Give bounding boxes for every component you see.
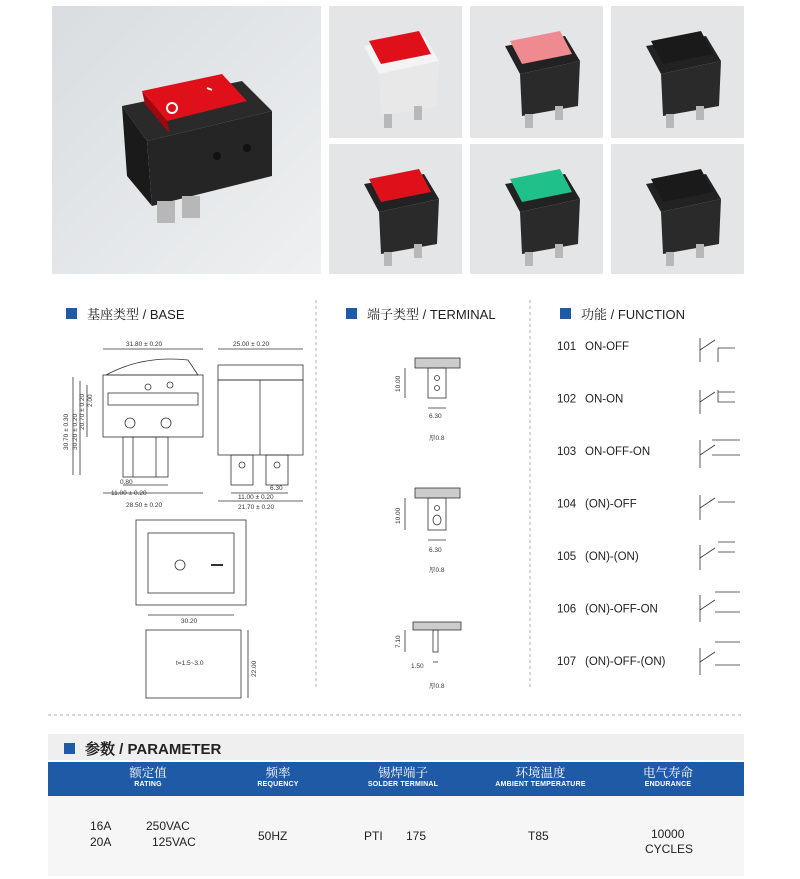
function-code: 102	[557, 393, 577, 406]
parameter-table-header	[48, 762, 744, 796]
function-list	[540, 330, 750, 690]
thickness-label: t=1.5~3.0	[176, 660, 204, 667]
base-technical-drawing	[48, 325, 313, 700]
terminal-1-thickness: 厚0.8	[429, 435, 445, 442]
function-label: (ON)-OFF-ON	[585, 603, 658, 616]
terminal-1-width: 6.30	[429, 413, 442, 420]
header-solder	[343, 766, 463, 789]
rating-amp-2: 20A	[90, 835, 112, 849]
square-bullet-icon	[64, 743, 75, 754]
rating-amp-1: 16A	[90, 819, 112, 833]
solder-value-a: PTI	[364, 829, 383, 843]
function-label: ON-OFF	[585, 341, 630, 353]
header-endurance-cn: 电气寿命	[642, 766, 693, 780]
header-frequency-cn: 频率	[265, 766, 291, 780]
header-temperature-cn: 环境温度	[515, 766, 566, 780]
dim-11-00-right: 11.00 ± 0.20	[238, 494, 274, 501]
function-code: 103	[557, 446, 577, 458]
function-code: 105	[557, 551, 577, 563]
dim-20-70: 20.70 ± 0.20	[79, 393, 86, 430]
dim-31-80: 31.80 ± 0.20	[126, 341, 163, 348]
terminal-1-height: 10.00	[395, 375, 402, 392]
header-endurance	[618, 766, 718, 789]
terminal-3-width: 1.50	[411, 663, 424, 670]
endurance-value-a: 10000	[651, 827, 685, 841]
function-title-text: 功能 / FUNCTION	[581, 307, 685, 322]
function-label: (ON)-(ON)	[585, 551, 639, 563]
dim-6-30: 6.30	[270, 485, 283, 492]
terminal-title-text: 端子类型 / TERMINAL	[367, 307, 496, 322]
function-code: 107	[557, 656, 577, 668]
dim-0-80: 0.80	[120, 479, 133, 486]
terminal-2-thickness: 厚0.8	[429, 567, 445, 574]
header-temperature	[478, 766, 603, 789]
header-solder-en: SOLDER TERMINAL	[367, 781, 439, 788]
header-frequency-en: REQUENCY	[257, 781, 299, 788]
switch-symbols	[700, 338, 740, 675]
function-label: (ON)-OFF-(ON)	[585, 656, 666, 668]
header-endurance-en: ENDURANCE	[644, 781, 692, 788]
terminal-2-width: 6.30	[429, 547, 442, 554]
base-title-text: 基座类型 / BASE	[87, 307, 185, 322]
dim-2-00: 2.00	[87, 394, 94, 407]
function-code: 101	[557, 341, 577, 353]
dim-28-50: 28.50 ± 0.20	[126, 502, 163, 509]
dim-22-00: 22.00	[251, 660, 258, 677]
dim-21-70: 21.70 ± 0.20	[238, 504, 275, 511]
terminal-2-height: 10.00	[395, 507, 402, 524]
terminal-3-height: 7.10	[395, 635, 402, 648]
solder-value-b: 175	[406, 829, 427, 843]
rating-volt-2: 125VAC	[152, 835, 196, 849]
dim-30-20-top: 30.20	[181, 618, 198, 625]
rating-volt-1: 250VAC	[146, 819, 190, 833]
parameter-section-title	[64, 738, 221, 759]
function-code: 104	[557, 498, 577, 511]
function-label: (ON)-OFF	[585, 498, 637, 511]
parameter-table-body	[48, 796, 744, 876]
header-rating	[88, 766, 208, 789]
function-label: ON-OFF-ON	[585, 446, 651, 458]
header-temperature-en: AMBIENT TEMPERATURE	[495, 781, 586, 788]
dim-25-00: 25.00 ± 0.20	[233, 341, 270, 348]
header-rating-cn: 额定值	[129, 766, 167, 780]
dim-30-20: 30.20 ± 0.20	[72, 413, 79, 450]
parameter-title-text: 参数 / PARAMETER	[85, 741, 222, 758]
frequency-value: 50HZ	[258, 829, 288, 843]
endurance-value-b: CYCLES	[645, 842, 694, 856]
function-code: 106	[557, 603, 577, 616]
temperature-value: T85	[528, 829, 549, 843]
terminal-drawings	[375, 350, 475, 700]
function-label: ON-ON	[585, 393, 624, 406]
header-frequency	[223, 766, 333, 789]
header-solder-cn: 锡焊端子	[377, 766, 428, 780]
header-rating-en: RATING	[134, 781, 162, 788]
dim-11-00-left: 11.00 ± 0.20	[111, 490, 147, 497]
terminal-3-thickness: 厚0.8	[429, 683, 445, 690]
dim-30-70: 30.70 ± 0.30	[63, 413, 70, 450]
